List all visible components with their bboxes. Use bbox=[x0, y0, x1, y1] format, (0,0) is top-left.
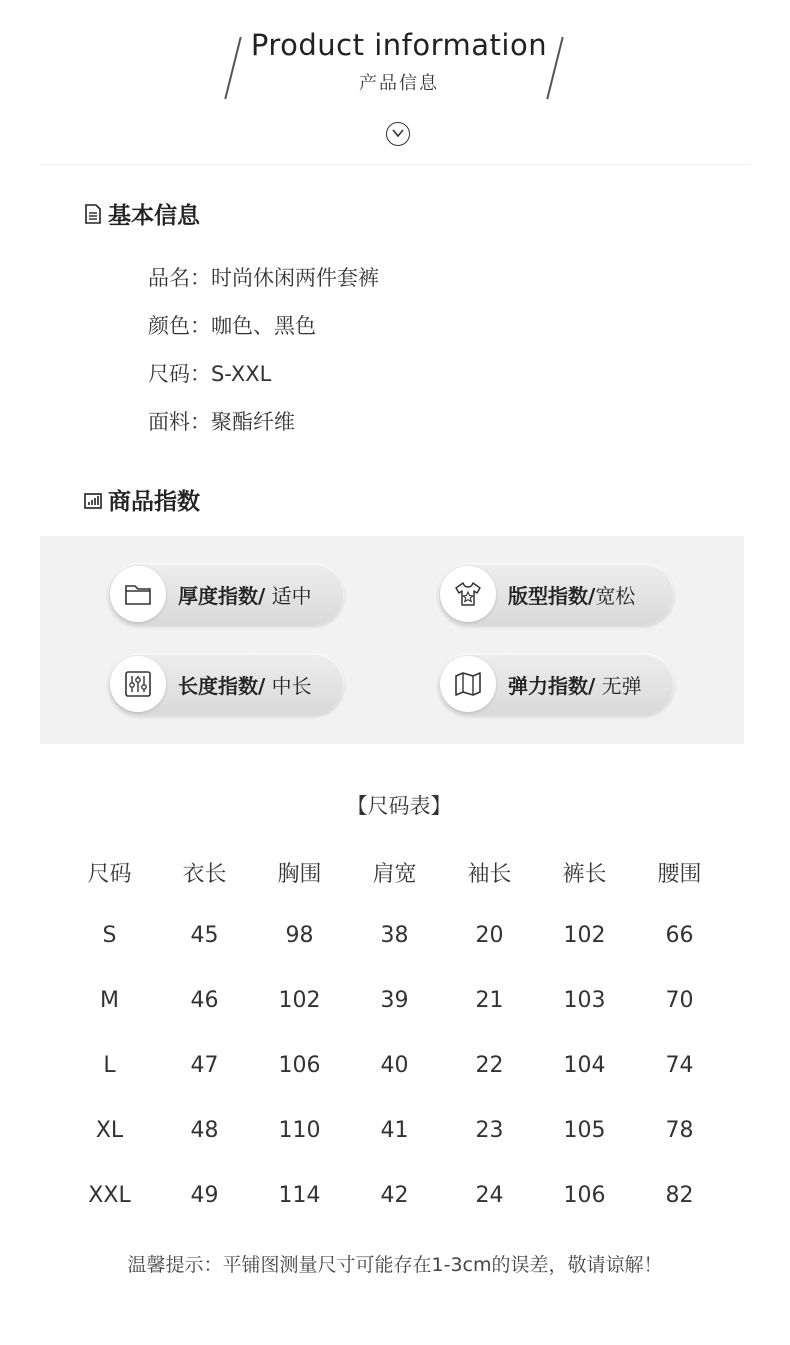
table-cell: 47 bbox=[190, 1053, 219, 1078]
table-cell: 106 bbox=[278, 1053, 321, 1078]
sliders-icon bbox=[110, 656, 166, 712]
info-key: 颜色 ： bbox=[148, 314, 211, 338]
index-elasticity bbox=[438, 653, 674, 715]
table-cell: 102 bbox=[563, 923, 606, 948]
table-cell: 74 bbox=[665, 1053, 694, 1078]
info-key: 面料 ： bbox=[148, 410, 211, 434]
header-subtitle: 产品信息 bbox=[359, 73, 439, 94]
column-header: 肩宽 bbox=[372, 862, 417, 887]
chevron-down-icon bbox=[386, 122, 410, 146]
header-title: Product information bbox=[250, 28, 548, 62]
info-key: 品名 ： bbox=[148, 266, 211, 290]
table-cell: 46 bbox=[190, 988, 219, 1013]
table-cell: 49 bbox=[190, 1183, 219, 1208]
index-title: 商品指数 bbox=[108, 489, 200, 515]
index-heading bbox=[84, 483, 200, 516]
table-cell: 70 bbox=[665, 988, 694, 1013]
column-header: 袖长 bbox=[467, 862, 512, 887]
table-cell: 106 bbox=[563, 1183, 606, 1208]
shirt-icon bbox=[440, 566, 496, 622]
table-cell: 40 bbox=[380, 1053, 409, 1078]
column-header: 裤长 bbox=[562, 862, 607, 887]
folder-icon bbox=[110, 566, 166, 622]
table-cell: 23 bbox=[475, 1118, 504, 1143]
table-cell: 102 bbox=[278, 988, 321, 1013]
info-row-size bbox=[148, 358, 271, 388]
table-row bbox=[62, 1118, 740, 1143]
info-value: 咖色、黑色 bbox=[211, 314, 316, 338]
table-cell: 98 bbox=[285, 923, 314, 948]
index-length bbox=[108, 653, 344, 715]
index-length-label bbox=[178, 670, 312, 699]
table-row bbox=[62, 988, 740, 1013]
index-name: 弹力指数/ bbox=[508, 674, 596, 698]
index-fit-label bbox=[508, 580, 635, 609]
table-cell: 20 bbox=[475, 923, 504, 948]
column-header: 腰围 bbox=[657, 862, 702, 887]
column-header: 胸围 bbox=[277, 862, 322, 887]
index-value: 中长 bbox=[265, 674, 312, 698]
divider bbox=[40, 164, 750, 165]
info-row-name bbox=[148, 262, 379, 292]
document-icon bbox=[84, 204, 102, 224]
table-cell: S bbox=[102, 923, 117, 948]
index-name: 版型指数/ bbox=[508, 584, 596, 608]
index-fit bbox=[438, 563, 674, 625]
index-name: 长度指数/ bbox=[178, 674, 266, 698]
table-cell: M bbox=[100, 988, 119, 1013]
table-cell: 104 bbox=[563, 1053, 606, 1078]
table-cell: 22 bbox=[475, 1053, 504, 1078]
basic-info-heading bbox=[84, 197, 200, 230]
index-value: 无弹 bbox=[595, 674, 642, 698]
table-cell: XL bbox=[95, 1118, 124, 1143]
basic-info-title: 基本信息 bbox=[108, 203, 200, 229]
map-icon bbox=[440, 656, 496, 712]
column-header: 尺码 bbox=[87, 862, 132, 887]
table-row bbox=[62, 1183, 740, 1208]
table-cell: 82 bbox=[665, 1183, 694, 1208]
table-cell: 66 bbox=[665, 923, 694, 948]
index-value: 宽松 bbox=[595, 584, 636, 608]
index-name: 厚度指数/ bbox=[178, 584, 266, 608]
table-cell: L bbox=[103, 1053, 116, 1078]
table-cell: 103 bbox=[563, 988, 606, 1013]
info-row-color bbox=[148, 310, 316, 340]
index-panel bbox=[40, 536, 744, 744]
info-value: 时尚休闲两件套裤 bbox=[211, 266, 379, 290]
table-cell: 38 bbox=[380, 923, 409, 948]
info-row-fabric bbox=[148, 406, 295, 436]
table-row bbox=[62, 1053, 740, 1078]
index-value: 适中 bbox=[265, 584, 312, 608]
table-cell: 42 bbox=[380, 1183, 409, 1208]
table-cell: 114 bbox=[278, 1183, 321, 1208]
table-cell: 78 bbox=[665, 1118, 694, 1143]
table-cell: 110 bbox=[278, 1118, 321, 1143]
table-cell: 39 bbox=[380, 988, 409, 1013]
table-row bbox=[62, 923, 740, 948]
index-thickness-label bbox=[178, 580, 312, 609]
table-cell: XXL bbox=[88, 1183, 131, 1208]
size-table-header bbox=[62, 857, 740, 888]
table-cell: 48 bbox=[190, 1118, 219, 1143]
index-thickness bbox=[108, 563, 344, 625]
info-value: S-XXL bbox=[211, 362, 272, 386]
table-cell: 105 bbox=[563, 1118, 606, 1143]
size-table-title: 【尺码表】 bbox=[346, 794, 452, 818]
index-elasticity-label bbox=[508, 670, 642, 699]
bar-chart-icon bbox=[84, 490, 102, 510]
table-cell: 24 bbox=[475, 1183, 504, 1208]
info-value: 聚酯纤维 bbox=[211, 410, 295, 434]
measurement-tip: 温馨提示：平铺图测量尺寸可能存在1-3cm的误差，敬请谅解！ bbox=[127, 1254, 663, 1276]
info-key: 尺码 ： bbox=[148, 362, 211, 386]
column-header: 衣长 bbox=[182, 862, 227, 887]
table-cell: 21 bbox=[475, 988, 504, 1013]
table-cell: 41 bbox=[380, 1118, 409, 1143]
table-cell: 45 bbox=[190, 923, 219, 948]
